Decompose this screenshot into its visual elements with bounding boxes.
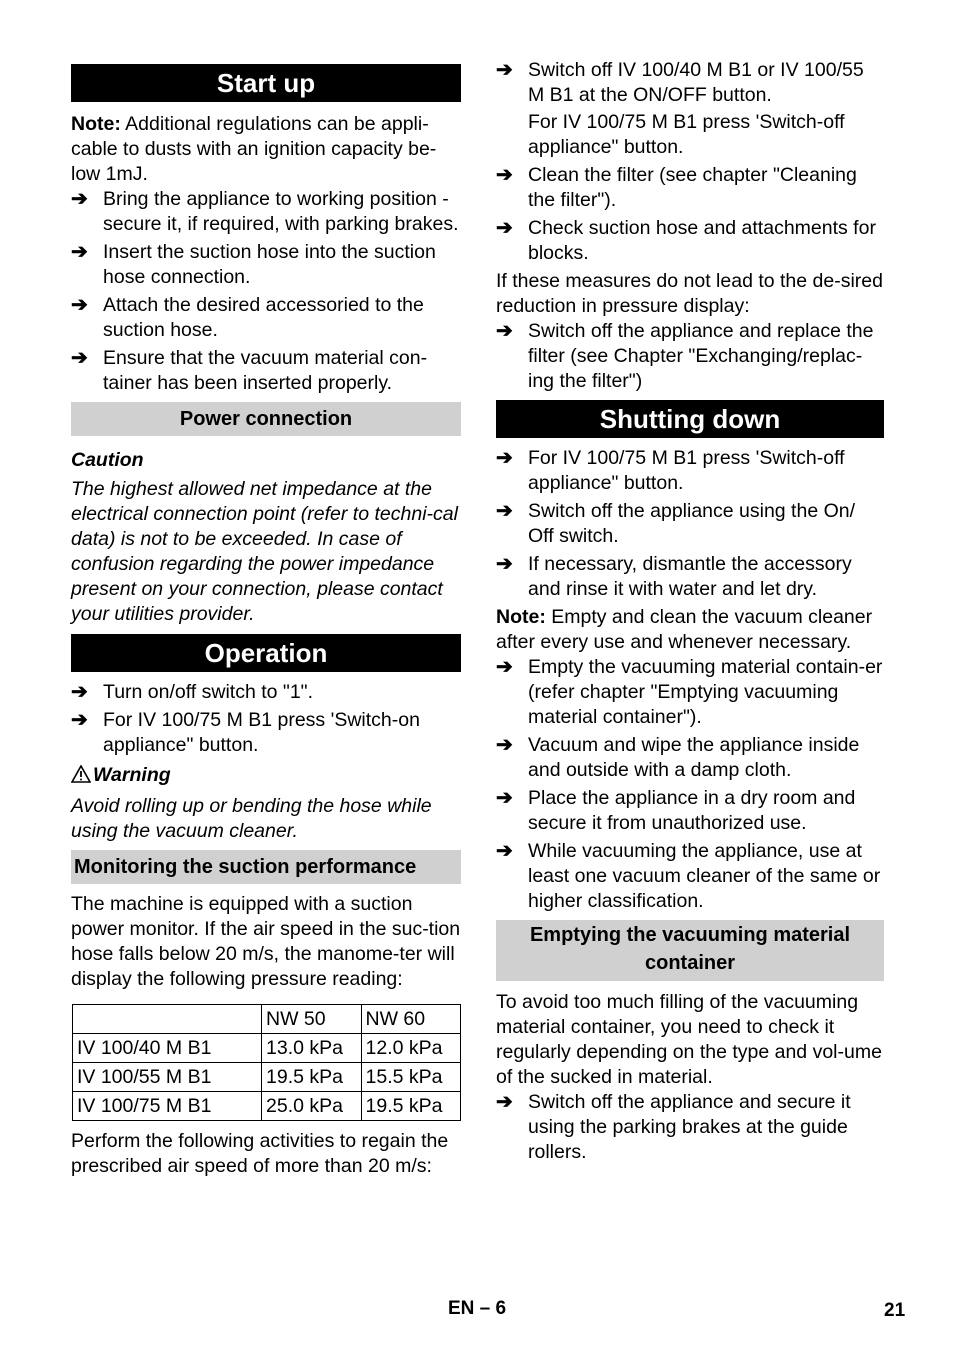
note-text: Additional regulations can be appli-cable to dusts with an ignition capacity be-low 1mJ. — [71, 113, 437, 185]
step-text: Check suction hose and attachments for blocks. — [528, 217, 876, 264]
step-text: If necessary, dismantle the accessory and rinse it with water and let dry. — [528, 553, 852, 600]
caution-text: The highest allowed net impedance at the electrical connection point (refer to techni-cal data) is not to be exceeded. In case of confusion regarding the power impedance present on your connection, please contact your utilities provider. — [71, 478, 458, 625]
caution-title: Caution — [71, 449, 144, 471]
right-arrow-icon: ➔ — [71, 188, 88, 210]
emptying-heading: Emptying the vacuuming material container — [496, 920, 884, 981]
arrow-item — [496, 839, 884, 914]
arrow-item — [71, 240, 461, 290]
pressure-table — [72, 1004, 461, 1121]
table-cell: 25.0 kPa — [262, 1092, 362, 1121]
emptying-intro: To avoid too much filling of the vacuuming material container, you need to check it regularly depending on the type and vol-ume of the sucked in material. — [496, 991, 882, 1088]
step-text: Attach the desired accessoried to the suction hose. — [103, 294, 424, 341]
warning-title — [71, 763, 461, 790]
table-header-cell: NW 60 — [361, 1005, 461, 1034]
step-text: Insert the suction hose into the suction hose connection. — [103, 241, 436, 288]
footer-code: EN – 6 — [448, 1298, 507, 1319]
operation-heading: Operation — [71, 634, 461, 672]
table-row — [73, 1063, 461, 1092]
start-up-heading: Start up — [71, 64, 461, 102]
step-text: Switch off the appliance using the On/ Off switch. — [528, 500, 856, 547]
power-connection-heading: Power connection — [71, 402, 461, 436]
step-text: While vacuuming the appliance, use at least one vacuum cleaner of the same or higher classification. — [528, 840, 881, 912]
arrow-item — [496, 58, 884, 160]
step-text: Switch off the appliance and secure it using the parking brakes at the guide rollers. — [528, 1091, 851, 1163]
arrow-item — [496, 319, 884, 394]
step-text: Turn on/off switch to "1". — [103, 681, 314, 703]
table-row — [73, 1092, 461, 1121]
right-arrow-icon: ➔ — [496, 320, 513, 342]
right-arrow-icon: ➔ — [496, 840, 513, 862]
right-arrow-icon: ➔ — [496, 217, 513, 239]
right-column — [496, 58, 884, 1168]
table-cell: 12.0 kPa — [361, 1034, 461, 1063]
arrow-item — [71, 346, 461, 396]
warning-text: Avoid rolling up or bending the hose while using the vacuum cleaner. — [71, 795, 432, 842]
step-text: Switch off the appliance and replace the filter (see Chapter "Exchanging/replac-ing the filter") — [528, 320, 874, 392]
arrow-item — [71, 680, 461, 705]
arrow-item — [496, 552, 884, 602]
table-header-row — [73, 1005, 461, 1034]
monitoring-outro: Perform the following activities to regain the prescribed air speed of more than 20 m/s: — [71, 1130, 449, 1177]
step-text: Place the appliance in a dry room and secure it from unauthorized use. — [528, 787, 856, 834]
step-text: Switch off IV 100/40 M B1 or IV 100/55 M B1 at the ON/OFF button. — [528, 59, 864, 106]
arrow-item — [496, 163, 884, 213]
table-cell: 19.5 kPa — [262, 1063, 362, 1092]
step-subtext: For IV 100/75 M B1 press 'Switch-off appliance" button. — [528, 111, 845, 158]
arrow-item — [71, 187, 461, 237]
step-text: Empty the vacuuming material contain-er (refer chapter "Emptying vacuuming material container"). — [528, 656, 883, 728]
arrow-item — [71, 708, 461, 758]
right-arrow-icon: ➔ — [496, 553, 513, 575]
step-text: Ensure that the vacuum material con-tainer has been inserted properly. — [103, 347, 428, 394]
right-arrow-icon: ➔ — [71, 347, 88, 369]
step-text: Clean the filter (see chapter "Cleaning the filter"). — [528, 164, 857, 211]
right-arrow-icon: ➔ — [496, 656, 513, 678]
right-arrow-icon: ➔ — [71, 709, 88, 731]
table-cell: 19.5 kPa — [361, 1092, 461, 1121]
step-text: For IV 100/75 M B1 press 'Switch-on appliance" button. — [103, 709, 420, 756]
right-arrow-icon: ➔ — [71, 681, 88, 703]
table-header-cell — [73, 1005, 262, 1034]
table-header-cell: NW 50 — [262, 1005, 362, 1034]
right-arrow-icon: ➔ — [496, 59, 513, 81]
right-arrow-icon: ➔ — [496, 500, 513, 522]
right-arrow-icon: ➔ — [496, 787, 513, 809]
warning-title-text: Warning — [93, 764, 171, 786]
start-up-note — [71, 112, 461, 187]
arrow-item — [71, 293, 461, 343]
monitoring-heading: Monitoring the suction performance — [71, 850, 461, 884]
arrow-item — [496, 1090, 884, 1165]
table-cell: IV 100/55 M B1 — [73, 1063, 262, 1092]
shutting-down-note — [496, 605, 884, 655]
table-cell: IV 100/75 M B1 — [73, 1092, 262, 1121]
note-label: Note: — [496, 606, 546, 628]
right-arrow-icon: ➔ — [71, 241, 88, 263]
right-arrow-icon: ➔ — [71, 294, 88, 316]
table-row — [73, 1034, 461, 1063]
note-label: Note: — [71, 113, 121, 135]
arrow-item — [496, 786, 884, 836]
arrow-item — [496, 655, 884, 730]
arrow-item — [496, 733, 884, 783]
note-text: Empty and clean the vacuum cleaner after every use and whenever necessary. — [496, 606, 873, 653]
right-arrow-icon: ➔ — [496, 164, 513, 186]
shutting-down-heading: Shutting down — [496, 400, 884, 438]
left-column — [71, 58, 461, 1179]
arrow-item — [496, 499, 884, 549]
step-text: For IV 100/75 M B1 press 'Switch-off appliance" button. — [528, 447, 845, 494]
step-text: Vacuum and wipe the appliance inside and outside with a damp cloth. — [528, 734, 860, 781]
warning-triangle-icon — [71, 765, 93, 790]
right-arrow-icon: ➔ — [496, 734, 513, 756]
step-text: Bring the appliance to working position - secure it, if required, with parking brakes. — [103, 188, 459, 235]
arrow-item — [496, 216, 884, 266]
table-cell: 13.0 kPa — [262, 1034, 362, 1063]
arrow-item — [496, 446, 884, 496]
right-arrow-icon: ➔ — [496, 1091, 513, 1113]
table-cell: IV 100/40 M B1 — [73, 1034, 262, 1063]
table-cell: 15.5 kPa — [361, 1063, 461, 1092]
right-arrow-icon: ➔ — [496, 447, 513, 469]
if-not-text: If these measures do not lead to the de-sired reduction in pressure display: — [496, 270, 883, 317]
page-number: 21 — [884, 1300, 906, 1321]
monitoring-intro: The machine is equipped with a suction power monitor. If the air speed in the suc-tion hose falls below 20 m/s, the manome-ter will display the following pressure reading: — [71, 893, 461, 990]
